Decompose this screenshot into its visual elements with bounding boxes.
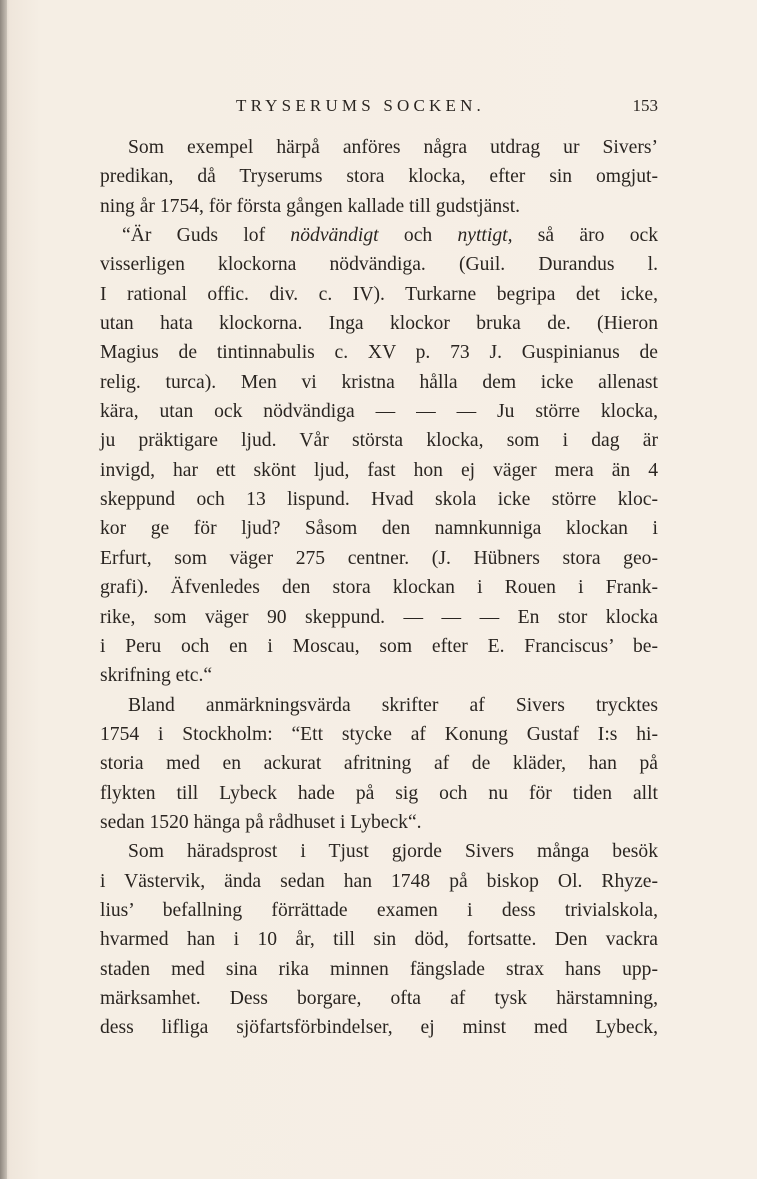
text-line: Erfurt, som väger 275 centner. (J. Hübners stora geo- [100,547,658,569]
text-line [100,221,658,250]
text-line: i Peru och en i Moscau, som efter E. Franciscus’ be- [100,635,658,657]
text-line: Magius de tintinnabulis c. XV p. 73 J. Guspinianus de [100,342,658,364]
text-line: skrifning etc.“ [100,665,213,687]
text-line: grafi). Äfvenledes den stora klockan i Rouen i Frank- [100,577,658,599]
body-text [100,133,658,1043]
text-fragment: “Är Guds lof [122,225,291,247]
text-line: ju präktigare ljud. Vår största klocka, som i dag är [100,430,658,452]
book-spine-shadow [0,0,7,1179]
page-header [100,96,658,120]
text-line: flykten till Lybeck hade på sig och nu för tiden allt [100,782,658,804]
text-line: dess lifliga sjöfartsförbindelser, ej minst med Lybeck, [100,1017,658,1039]
text-line: hvarmed han i 10 år, till sin död, fortsatte. Den vackra [100,929,658,951]
text-line: Som exempel härpå anföres några utdrag ur Sivers’ [128,137,658,158]
text-line: Bland anmärkningsvärda skrifter af Sivers trycktes [128,694,658,716]
text-line: rike, som väger 90 skeppund. — — — En stor klocka [100,606,658,628]
text-line: kära, utan ock nödvändiga — — — Ju större klocka, [100,401,658,423]
text-line: staden med sina rika minnen fängslade strax hans upp- [100,958,658,980]
page-number: 153 [632,96,658,115]
text-line: kor ge för ljud? Såsom den namnkunniga klockan i [100,518,658,540]
text-line: predikan, då Tryserums stora klocka, efter sin omgjut- [100,166,658,188]
text-line: ning år 1754, för första gången kallade till gudstjänst. [100,195,521,217]
text-line: storia med en ackurat afritning af de kläder, han på [100,753,658,775]
text-line: Som häradsprost i Tjust gjorde Sivers många besök [128,841,658,863]
running-title: TRYSERUMS SOCKEN. [236,96,485,115]
text-line: sedan 1520 hänga på rådhuset i Lybeck“. [100,811,422,833]
text-fragment: och [378,225,458,247]
text-line: märksamhet. Dess borgare, ofta af tysk härstamning, [100,987,658,1009]
italic-term: nyttigt, [457,225,513,247]
text-line: visserligen klockorna nödvändiga. (Guil. Durandus l. [100,254,658,276]
text-fragment: så äro ock [512,225,659,247]
text-line: utan hata klockorna. Inga klockor bruka de. (Hieron [100,313,658,335]
text-line: 1754 i Stockholm: “Ett stycke af Konung Gustaf I:s hi- [100,723,658,745]
italic-term: nödvändigt [290,225,379,247]
text-line: I rational offic. div. c. IV). Turkarne begripa det icke, [100,283,658,305]
text-line: i Västervik, ända sedan han 1748 på biskop Ol. Rhyze- [100,870,658,892]
text-line: invigd, har ett skönt ljud, fast hon ej väger mera än 4 [100,459,658,481]
text-line: relig. turca). Men vi kristna hålla dem icke allenast [100,371,658,393]
text-line: lius’ befallning förrättade examen i dess trivialskola, [100,899,658,921]
text-line: skeppund och 13 lispund. Hvad skola icke större kloc- [100,489,658,511]
